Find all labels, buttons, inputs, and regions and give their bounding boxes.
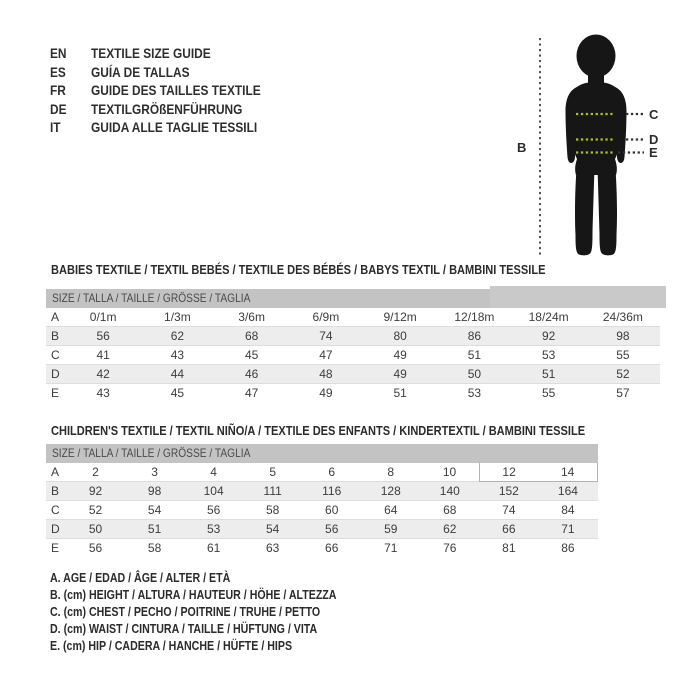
size-cell: 62 [140, 327, 214, 346]
figure-label-waist-d: D [649, 132, 659, 147]
size-cell: 51 [512, 365, 586, 384]
size-cell: 54 [147, 503, 162, 517]
size-cell: 52 [586, 365, 660, 384]
size-cell: 164 [538, 482, 597, 501]
size-cell: 56 [66, 327, 140, 346]
size-cell: 53 [467, 386, 482, 400]
size-cell: 10 [442, 465, 457, 479]
size-cell: 104 [184, 482, 243, 501]
table-row [46, 384, 660, 403]
size-cell: 57 [616, 386, 630, 400]
babies-section-title: BABIES TEXTILE / TEXTIL BEBÉS / TEXTILE DES BÉBÉS / BABYS TEXTIL / BAMBINI TESSILE [51, 262, 546, 277]
children-size-table [46, 444, 598, 557]
language-title: TEXTILE SIZE GUIDE [91, 45, 211, 62]
legend-item: A. AGE / EDAD / ÂGE / ALTER / ETÀ [50, 571, 231, 585]
size-cell: 71 [384, 541, 398, 555]
size-header-bar: SIZE / TALLA / TAILLE / GRÖSSE / TAGLIA [46, 444, 598, 463]
table-row [46, 482, 598, 501]
row-label: B [46, 327, 66, 346]
size-cell: 48 [289, 365, 363, 384]
list-item [50, 118, 291, 137]
language-code: IT [50, 119, 61, 136]
size-cell: 116 [302, 482, 361, 501]
figure-label-height-b: B [517, 140, 527, 155]
size-cell: 3 [151, 465, 158, 479]
size-cell: 51 [125, 520, 184, 539]
size-cell: 74 [289, 327, 363, 346]
size-cell: 53 [541, 348, 556, 362]
list-item [50, 63, 291, 82]
size-cell: 1/3m [164, 310, 191, 324]
size-cell: 58 [147, 541, 162, 555]
size-cell: 54 [243, 520, 302, 539]
legend-item: D. (cm) WAIST / CINTURA / TAILLE / HÜFTUNG / VITA [50, 622, 318, 636]
size-cell: 62 [420, 520, 479, 539]
size-cell: 59 [361, 520, 420, 539]
size-cell: 14 [538, 463, 597, 482]
row-label: D [46, 365, 66, 384]
size-cell: 3/6m [238, 310, 265, 324]
table-row [46, 346, 660, 365]
list-item [50, 81, 291, 100]
size-cell: 24/36m [602, 310, 643, 324]
size-cell: 84 [561, 503, 575, 517]
size-cell: 6 [328, 465, 336, 479]
size-cell: 51 [467, 348, 482, 362]
size-cell: 43 [96, 386, 110, 400]
language-code: EN [50, 45, 67, 62]
size-cell: 41 [96, 348, 110, 362]
figure-label-chest-c: C [649, 107, 659, 122]
table-row [46, 327, 660, 346]
list-item [50, 100, 291, 119]
table-row [46, 365, 660, 384]
size-cell: 92 [512, 327, 586, 346]
language-title: GUÍA DE TALLAS [91, 63, 190, 80]
size-cell: 43 [170, 348, 185, 362]
size-cell: 49 [319, 386, 333, 400]
babies-size-table [46, 289, 660, 402]
language-title: GUIDE DES TAILLES TEXTILE [91, 82, 261, 99]
row-label: E [51, 386, 60, 400]
language-code: FR [50, 82, 66, 99]
size-cell: 58 [265, 503, 280, 517]
language-title: TEXTILGRÖßENFÜHRUNG [91, 100, 243, 117]
size-cell: 5 [269, 465, 276, 479]
size-cell: 63 [265, 541, 280, 555]
size-cell: 68 [215, 327, 289, 346]
size-cell: 64 [384, 503, 398, 517]
size-cell: 71 [538, 520, 597, 539]
measurement-legend [50, 570, 387, 655]
children-section-title: CHILDREN'S TEXTILE / TEXTIL NIÑO/A / TEXTILE DES ENFANTS / KINDERTEXTIL / BAMBINI TESSILE [51, 423, 586, 438]
table-row [46, 308, 660, 327]
size-cell: 45 [170, 386, 185, 400]
size-cell: 98 [125, 482, 184, 501]
size-cell: 2 [92, 465, 99, 479]
child-silhouette-diagram [530, 25, 690, 265]
row-label: C [51, 348, 60, 362]
legend-item: B. (cm) HEIGHT / ALTURA / HAUTEUR / HÖHE / ALTEZZA [50, 588, 337, 602]
size-cell: 98 [586, 327, 660, 346]
figure-label-hip-e: E [649, 145, 658, 160]
language-title: GUIDA ALLE TAGLIE TESSILI [91, 119, 258, 136]
row-label: B [46, 482, 66, 501]
size-cell: 68 [443, 503, 457, 517]
size-cell: 92 [66, 482, 125, 501]
row-label: A [51, 310, 60, 324]
row-label: A [51, 465, 60, 479]
size-cell: 86 [561, 541, 575, 555]
size-cell: 56 [206, 503, 221, 517]
size-cell: 46 [215, 365, 289, 384]
size-cell: 56 [88, 541, 103, 555]
child-silhouette [566, 35, 627, 256]
table-row [46, 520, 598, 539]
size-cell: 80 [363, 327, 437, 346]
size-header-bar: SIZE / TALLA / TAILLE / GRÖSSE / TAGLIA [46, 289, 660, 308]
size-cell: 49 [393, 348, 407, 362]
size-cell: 55 [616, 348, 630, 362]
size-cell: 45 [244, 348, 259, 362]
size-cell: 44 [140, 365, 214, 384]
size-cell: 76 [443, 541, 457, 555]
table-row [46, 463, 598, 482]
row-label: D [46, 520, 66, 539]
list-item [50, 44, 291, 63]
row-label: E [51, 541, 60, 555]
size-cell: 128 [361, 482, 420, 501]
legend-item: C. (cm) CHEST / PECHO / POITRINE / TRUHE / PETTO [50, 605, 321, 619]
size-cell: 6/9m [312, 310, 340, 324]
row-label: C [51, 503, 60, 517]
language-code: ES [50, 63, 66, 80]
size-cell: 56 [302, 520, 361, 539]
size-cell: 66 [479, 520, 538, 539]
size-cell: 111 [243, 482, 302, 501]
size-cell: 12/18m [454, 310, 495, 324]
size-cell: 4 [210, 465, 217, 479]
language-code: DE [50, 100, 67, 117]
size-cell: 18/24m [528, 310, 569, 324]
legend-item: E. (cm) HIP / CADERA / HANCHE / HÜFTE / HIPS [50, 639, 293, 653]
size-cell: 51 [393, 386, 407, 400]
size-cell: 86 [437, 327, 511, 346]
size-cell: 47 [244, 386, 259, 400]
size-cell: 42 [66, 365, 140, 384]
size-cell: 61 [206, 541, 221, 555]
table-row [46, 501, 598, 520]
size-cell: 49 [363, 365, 437, 384]
size-cell: 74 [502, 503, 516, 517]
size-cell: 8 [387, 465, 395, 479]
table-row [46, 539, 598, 558]
size-cell: 12 [479, 463, 538, 482]
size-cell: 47 [319, 348, 333, 362]
size-cell: 140 [420, 482, 479, 501]
size-cell: 9/12m [383, 310, 417, 324]
size-cell: 52 [88, 503, 103, 517]
size-cell: 152 [479, 482, 538, 501]
size-cell: 0/1m [89, 310, 117, 324]
size-cell: 66 [325, 541, 339, 555]
header-shade-artifact [490, 286, 666, 308]
size-cell: 81 [502, 541, 516, 555]
language-title-list [50, 44, 291, 137]
size-cell: 50 [437, 365, 511, 384]
size-cell: 50 [66, 520, 125, 539]
size-cell: 53 [184, 520, 243, 539]
size-cell: 55 [541, 386, 556, 400]
size-cell: 60 [325, 503, 339, 517]
